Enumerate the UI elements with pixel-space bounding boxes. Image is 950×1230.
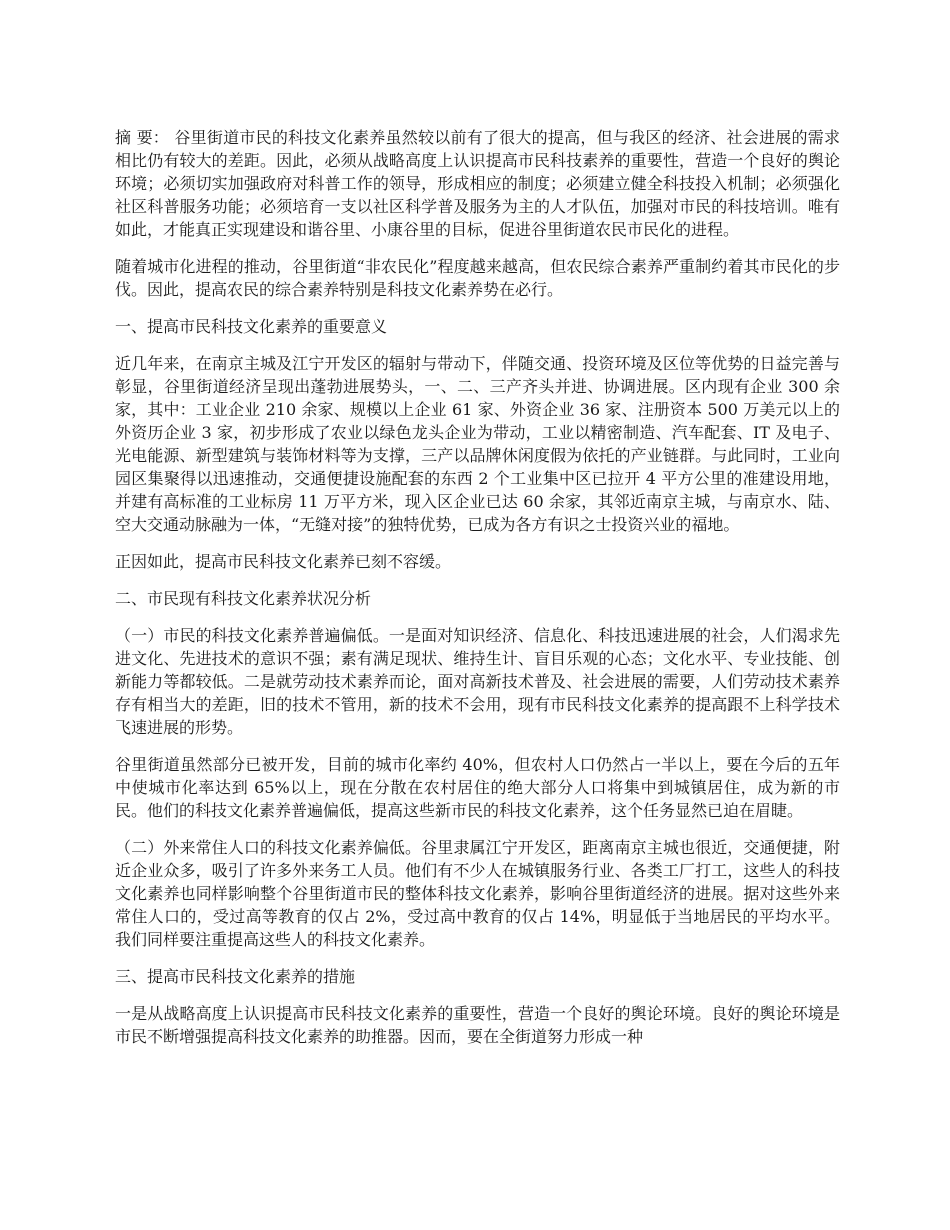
- body-paragraph-1: 近几年来，在南京主城及江宁开发区的辐射与带动下，伴随交通、投资环境及区位等优势的日益完善与彰显，谷里街道经济呈现出蓬勃进展势头，一、二、三产齐头并进、协调进展。区内现有企业 300 余家，其中：工业企业 210 余家、规模以上企业 61 家、外资企业 36 家、注册资本 500 万美元以上的外资历企业 3 家，初步形成了农业以绿色龙头企业为带动，工业以精密制造、汽车配套、IT 及电子、光电能源、新型建筑与装饰材料等为支撑，三产以品牌休闲度假为依托的产业链群。与此同时，工业向园区集聚得以迅速推动，交通便捷设施配套的东西 2 个工业集中区已拉开 4 平方公里的准建设用地，并建有高标准的工业标房 11 万平方米，现入区企业已达 60 余家，其邻近南京主城，与南京水、陆、空大交通动脉融为一体，“无缝对接”的独特优势，已成为各方有识之士投资兴业的福地。: [115, 354, 840, 534]
- body-paragraph-4: 谷里街道虽然部分已被开发，目前的城市化率约 40%，但农村人口仍然占一半以上，要在今后的五年中使城市化率达到 65%以上，现在分散在农村居住的绝大部分人口将集中到城镇居住，成为新的市民。他们的科技文化素养普遍偏低，提高这些新市民的科技文化素养，这个任务显然已迫在眉睫。: [115, 755, 840, 820]
- document-page: [115, 126, 840, 1062]
- body-paragraph-3: （一）市民的科技文化素养普遍偏低。一是面对知识经济、信息化、科技迅速进展的社会，人们渴求先进文化、先进技术的意识不强；素有满足现状、维持生计、盲目乐观的心态；文化水平、专业技能、创新能力等都较低。二是就劳动技术素养而论，面对高新技术普及、社会进展的需要，人们劳动技术素养存有相当大的差距，旧的技术不管用，新的技术不会用，现有市民科技文化素养的提高跟不上科学技术飞速进展的形势。: [115, 626, 840, 737]
- section-heading-1: 一、提高市民科技文化素养的重要意义: [115, 317, 388, 336]
- abstract-paragraph: 摘 要： 谷里街道市民的科技文化素养虽然较以前有了很大的提高，但与我区的经济、社会进展的需求相比仍有较大的差距。因此，必须从战略高度上认识提高市民科技素养的重要性，营造一个良好的舆论环境；必须切实加强政府对科普工作的领导，形成相应的制度；必须建立健全科技投入机制；必须强化社区科普服务功能；必须培育一支以社区科学普及服务为主的人才队伍，加强对市民的科技培训。唯有如此，才能真正实现建设和谐谷里、小康谷里的目标，促进谷里街道农民市民化的进程。: [115, 128, 840, 239]
- intro-paragraph: 随着城市化进程的推动，谷里街道“非农民化”程度越来越高，但农民综合素养严重制约着其市民化的步伐。因此，提高农民的综合素养特别是科技文化素养势在必行。: [115, 257, 840, 299]
- body-paragraph-6: 一是从战略高度上认识提高市民科技文化素养的重要性，营造一个良好的舆论环境。良好的舆论环境是市民不断增强提高科技文化素养的助推器。因而，要在全街道努力形成一种: [115, 1004, 840, 1046]
- body-paragraph-2: 正因如此，提高市民科技文化素养已刻不容缓。: [115, 552, 452, 571]
- body-paragraph-5: （二）外来常住人口的科技文化素养偏低。谷里隶属江宁开发区，距离南京主城也很近，交通便捷，附近企业众多，吸引了许多外来务工人员。他们有不少人在城镇服务行业、各类工厂打工，这些人的科技文化素养也同样影响整个谷里街道市民的整体科技文化素养，影响谷里街道经济的进展。据对这些外来常住人口的，受过高等教育的仅占 2%，受过高中教育的仅占 14%，明显低于当地居民的平均水平。我们同样要注重提高这些人的科技文化素养。: [115, 838, 840, 949]
- section-heading-2: 二、市民现有科技文化素养状况分析: [115, 589, 372, 608]
- section-heading-3: 三、提高市民科技文化素养的措施: [115, 967, 356, 986]
